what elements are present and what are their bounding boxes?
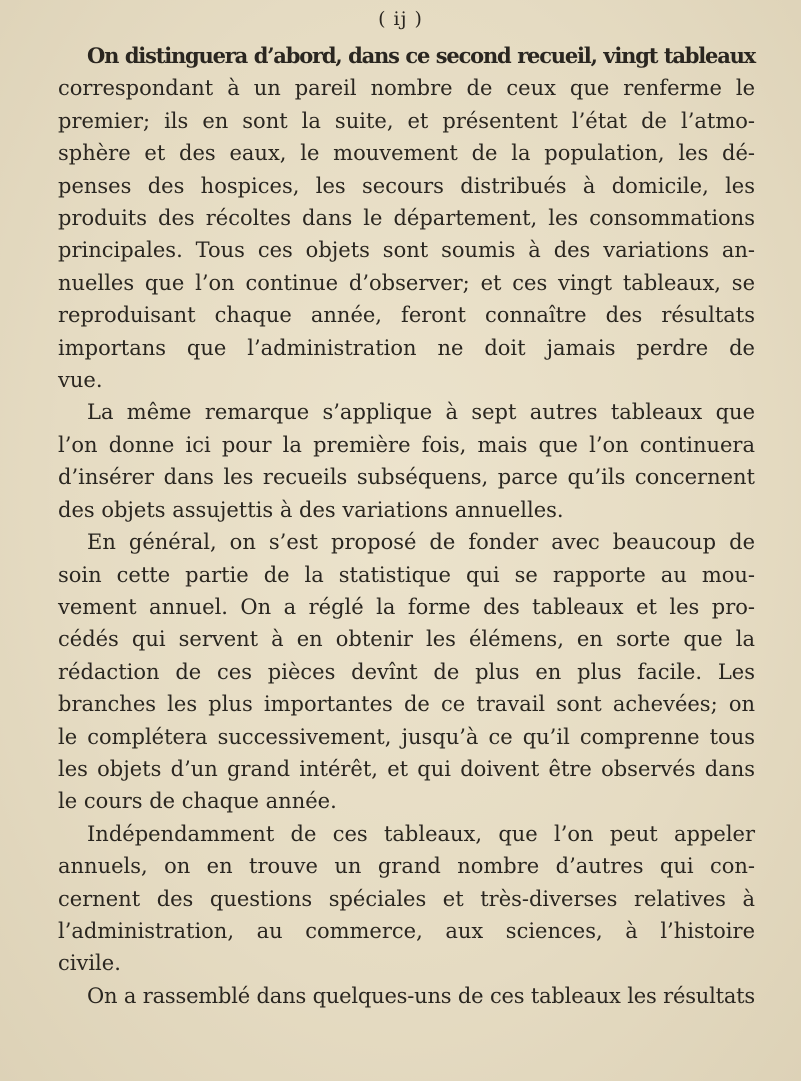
text-line: soin cette partie de la statistique qui se rapporte au mou-	[58, 562, 755, 587]
text-line: penses des hospices, les secours distribués à domicile, les	[58, 173, 755, 198]
text-line: On a rassemblé dans quelques-uns de ces tableaux les résultats	[87, 983, 755, 1008]
text-line: annuels, on en trouve un grand nombre d’autres qui con-	[58, 854, 755, 879]
text-line: branches les plus importantes de ce travail sont achevées; on	[58, 692, 755, 717]
text-line: l’administration, au commerce, aux sciences, à l’histoire	[58, 918, 755, 943]
text-line: vement annuel. On a réglé la forme des tableaux et les pro-	[58, 594, 755, 619]
text-line: des objets assujettis à des variations annuelles.	[58, 497, 564, 522]
text-line: l’on donne ici pour la première fois, mais que l’on continuera	[58, 432, 755, 457]
text-line: En général, on s’est proposé de fonder avec beaucoup de	[87, 530, 755, 555]
text-line: correspondant à un pareil nombre de ceux que renferme le	[58, 76, 755, 101]
page-number: ( ij )	[378, 8, 423, 30]
text-line: produits des récoltes dans le département, les consommations	[58, 206, 755, 231]
text-line: premier; ils en sont la suite, et présentent l’état de l’atmo-	[58, 108, 755, 133]
text-line: civile.	[58, 951, 121, 976]
text-line: importans que l’administration ne doit jamais perdre de	[58, 335, 755, 360]
text-line: reproduisant chaque année, feront connaître des résultats	[58, 303, 755, 328]
text-line: vue.	[58, 368, 103, 393]
text-line: les objets d’un grand intérêt, et qui doivent être observés dans	[58, 756, 755, 781]
text-line: cédés qui servent à en obtenir les élémens, en sorte que la	[58, 627, 755, 652]
text-line: La même remarque s’applique à sept autres tableaux que	[87, 400, 755, 425]
text-line: nuelles que l’on continue d’observer; et ces vingt tableaux, se	[58, 270, 755, 295]
text-line: d’insérer dans les recueils subséquens, parce qu’ils concernent	[58, 465, 755, 490]
text-line: Indépendamment de ces tableaux, que l’on peut appeler	[87, 821, 755, 846]
text-line: cernent des questions spéciales et très-diverses relatives à	[58, 886, 755, 911]
body-text	[58, 40, 755, 1012]
text-line: le cours de chaque année.	[58, 789, 337, 814]
text-line: sphère et des eaux, le mouvement de la population, les dé-	[58, 141, 755, 166]
text-line: principales. Tous ces objets sont soumis à des variations an-	[58, 238, 755, 263]
text-line: On distinguera d’abord, dans ce second recueil, vingt tableaux	[87, 43, 755, 68]
text-line: rédaction de ces pièces devînt de plus en plus facile. Les	[58, 659, 755, 684]
text-line: le complétera successivement, jusqu’à ce qu’il comprenne tous	[58, 724, 755, 749]
